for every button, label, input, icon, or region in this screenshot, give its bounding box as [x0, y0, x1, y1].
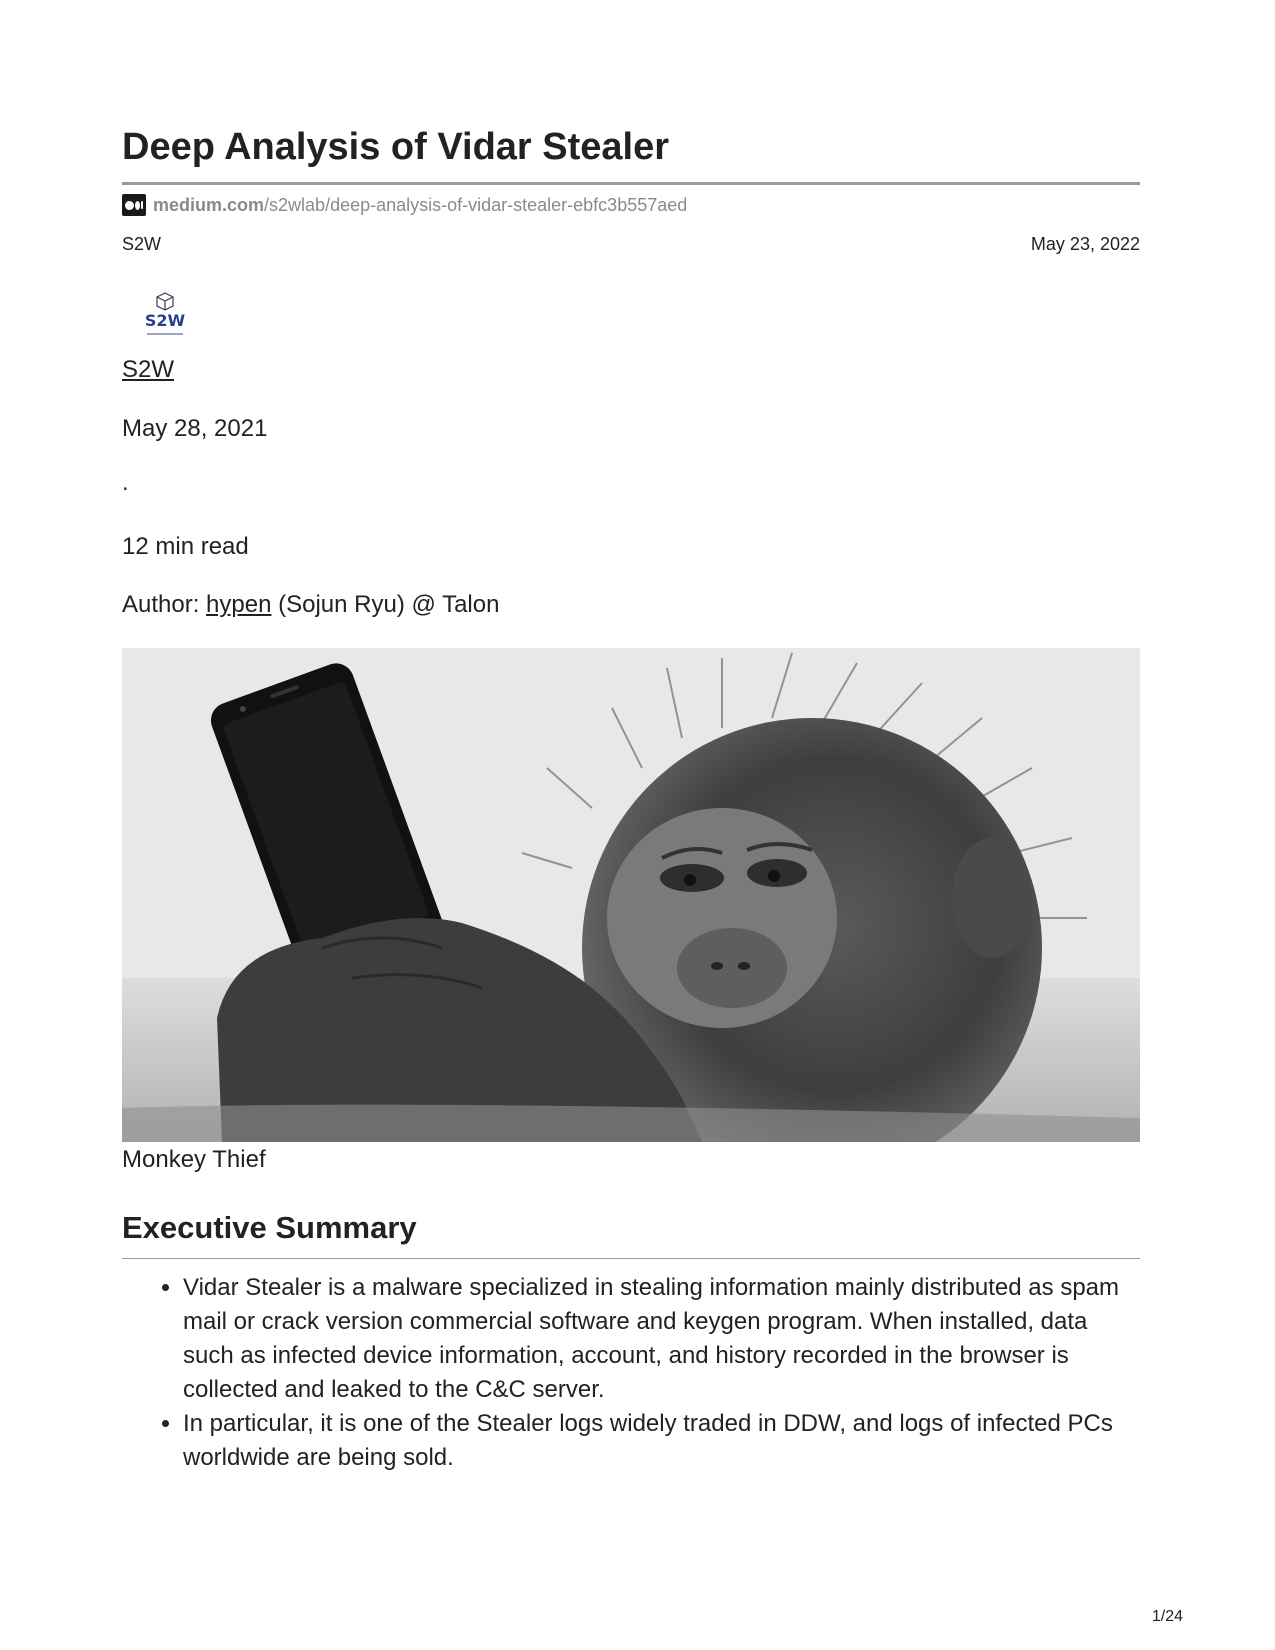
image-caption: Monkey Thief [122, 1146, 266, 1173]
separator-dot: . [122, 469, 129, 496]
s2w-logo [132, 290, 198, 346]
cube-icon [132, 290, 198, 346]
author-line [122, 591, 499, 619]
title-divider [122, 182, 1140, 185]
read-time: 12 min read [122, 533, 249, 560]
author-name-link[interactable]: hypen [206, 591, 272, 618]
section-divider [122, 1258, 1140, 1259]
medium-logo-icon [122, 194, 146, 216]
meta-author: S2W [122, 234, 162, 254]
article-title: Deep Analysis of Vidar Stealer [122, 126, 670, 168]
hero-image [122, 648, 1140, 1142]
summary-list [122, 1271, 1140, 1475]
monkey-with-phone-illustration [122, 648, 1140, 1142]
list-item: • In particular, it is one of the Stealer logs widely traded in DDW, and logs of infected PCs worldwide are being sold. [183, 1407, 1140, 1475]
source-link[interactable] [122, 194, 687, 216]
page-number: 1/24 [1151, 1608, 1183, 1625]
logo-text: S2W [144, 311, 186, 330]
published-date: May 28, 2021 [122, 415, 268, 442]
meta-date: May 23, 2022 [1030, 234, 1140, 254]
author-link[interactable]: S2W [122, 356, 175, 383]
source-domain: medium.com [153, 194, 265, 215]
author-suffix: (Sojun Ryu) @ Talon [271, 591, 500, 618]
section-title: Executive Summary [122, 1210, 417, 1245]
list-item: • Vidar Stealer is a malware specialized in stealing information mainly distributed as spam mail or crack version commercial software and keygen program. When installed, data such as infected device information, account, and history recorded in the browser is collected and leaked to the C&C server. [183, 1271, 1140, 1407]
author-prefix: Author: [122, 591, 207, 618]
source-path: /s2wlab/deep-analysis-of-vidar-stealer-ebfc3b557aed [264, 194, 688, 215]
